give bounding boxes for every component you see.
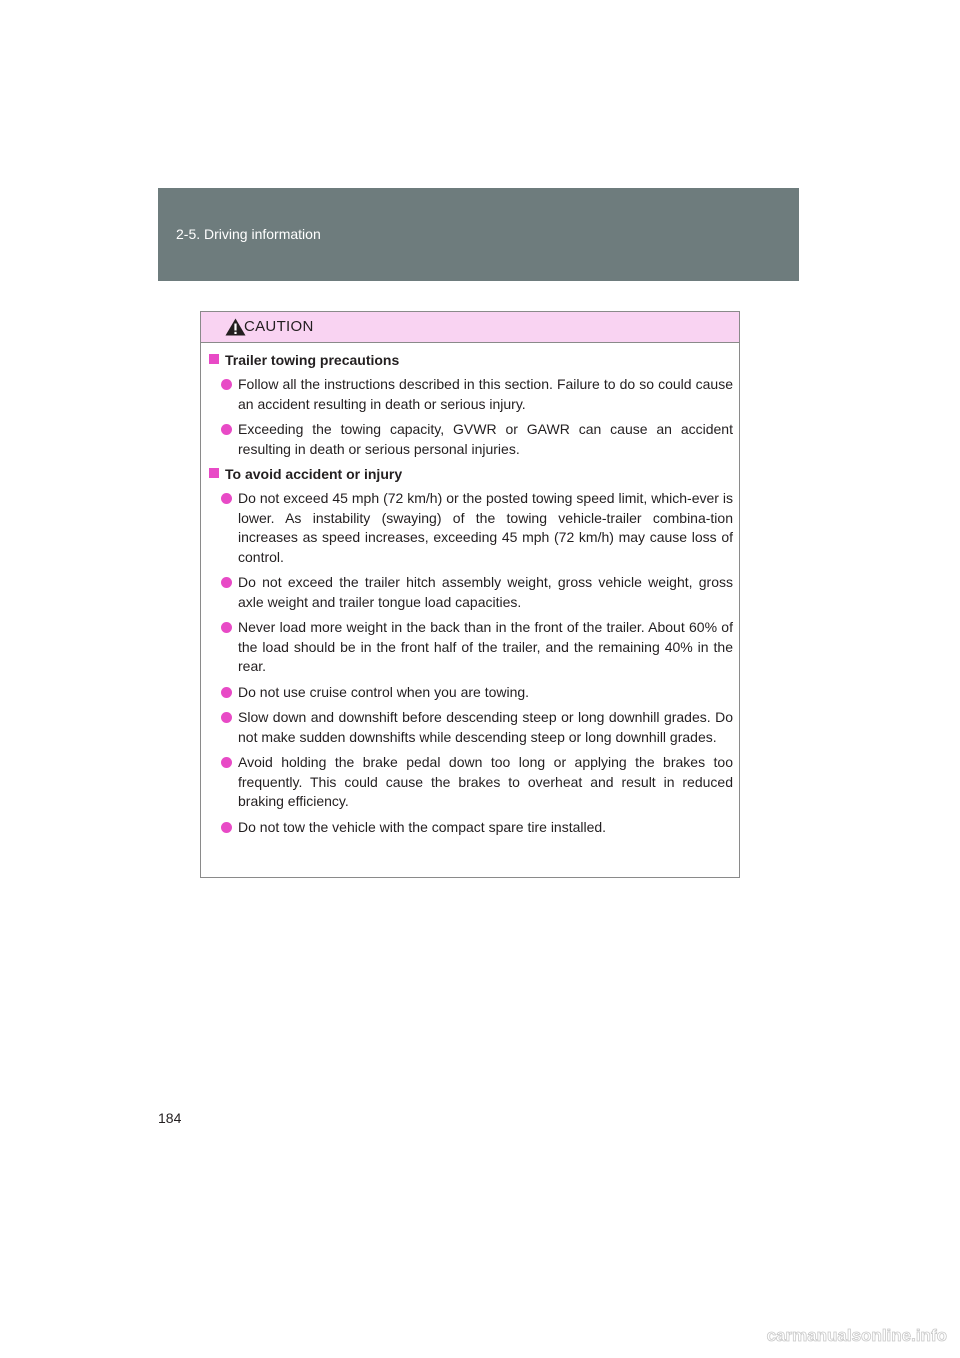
watermark-text: carmanualsonline.info (766, 1326, 947, 1345)
list-item (208, 683, 733, 703)
caution-section-avoid-accident-or-injury (208, 465, 733, 837)
list-item (208, 489, 733, 567)
section-heading (208, 465, 733, 484)
caution-body (201, 343, 739, 837)
list-item-text: Never load more weight in the back than in the front of the trailer. About 60% of the load should be in the front half of the trailer, and the remaining 40% in the rear. (238, 619, 733, 674)
circle-bullet-icon (221, 822, 232, 833)
list-item-text: Do not tow the vehicle with the compact spare tire installed. (238, 818, 607, 835)
list-item-text: Do not use cruise control when you are towing. (238, 683, 530, 700)
list-item (208, 708, 733, 747)
section-heading (208, 351, 733, 370)
square-bullet-icon (209, 354, 219, 364)
page-number: 184 (158, 1110, 182, 1126)
section-heading-text: Trailer towing precautions (225, 352, 400, 368)
list-item-text: Slow down and downshift before descending steep or long downhill grades. Do not make sudden downshifts while descending steep or long downhill grades. (238, 709, 733, 745)
caution-box (200, 311, 740, 878)
circle-bullet-icon (221, 687, 232, 698)
section-heading-text: To avoid accident or injury (225, 466, 403, 482)
section-title: 2-5. Driving information (176, 226, 321, 242)
caution-header (201, 312, 739, 343)
circle-bullet-icon (221, 493, 232, 504)
list-item-text: Avoid holding the brake pedal down too long or applying the brakes too frequently. This could cause the brakes to overheat and result in reduced braking efficiency. (238, 754, 733, 809)
circle-bullet-icon (221, 757, 232, 768)
caution-section-trailer-towing-precautions (208, 351, 733, 459)
list-item (208, 420, 733, 459)
warning-triangle-icon (225, 318, 246, 336)
list-item-text: Follow all the instructions described in this section. Failure to do so could cause an accident resulting in death or serious injury. (238, 376, 733, 412)
list-item (208, 818, 733, 838)
list-item-text: Do not exceed the trailer hitch assembly weight, gross vehicle weight, gross axle weight and trailer tongue load capacities. (238, 574, 733, 610)
circle-bullet-icon (221, 424, 232, 435)
list-item-text: Exceeding the towing capacity, GVWR or GAWR can cause an accident resulting in death or serious personal injuries. (238, 421, 733, 457)
circle-bullet-icon (221, 577, 232, 588)
circle-bullet-icon (221, 622, 232, 633)
square-bullet-icon (209, 468, 219, 478)
list-item (208, 573, 733, 612)
watermark-logo (743, 1324, 948, 1346)
list-item (208, 753, 733, 812)
list-item (208, 618, 733, 677)
list-item (208, 375, 733, 414)
caution-label: CAUTION (244, 318, 314, 335)
header-band (158, 188, 799, 281)
list-item-text: Do not exceed 45 mph (72 km/h) or the posted towing speed limit, which-ever is lower. As instability (swaying) of the towing vehicle-trailer combina-tion increases as speed increases, exceeding 45 mph (72 km/h) may cause loss of control. (238, 490, 733, 565)
circle-bullet-icon (221, 712, 232, 723)
circle-bullet-icon (221, 379, 232, 390)
